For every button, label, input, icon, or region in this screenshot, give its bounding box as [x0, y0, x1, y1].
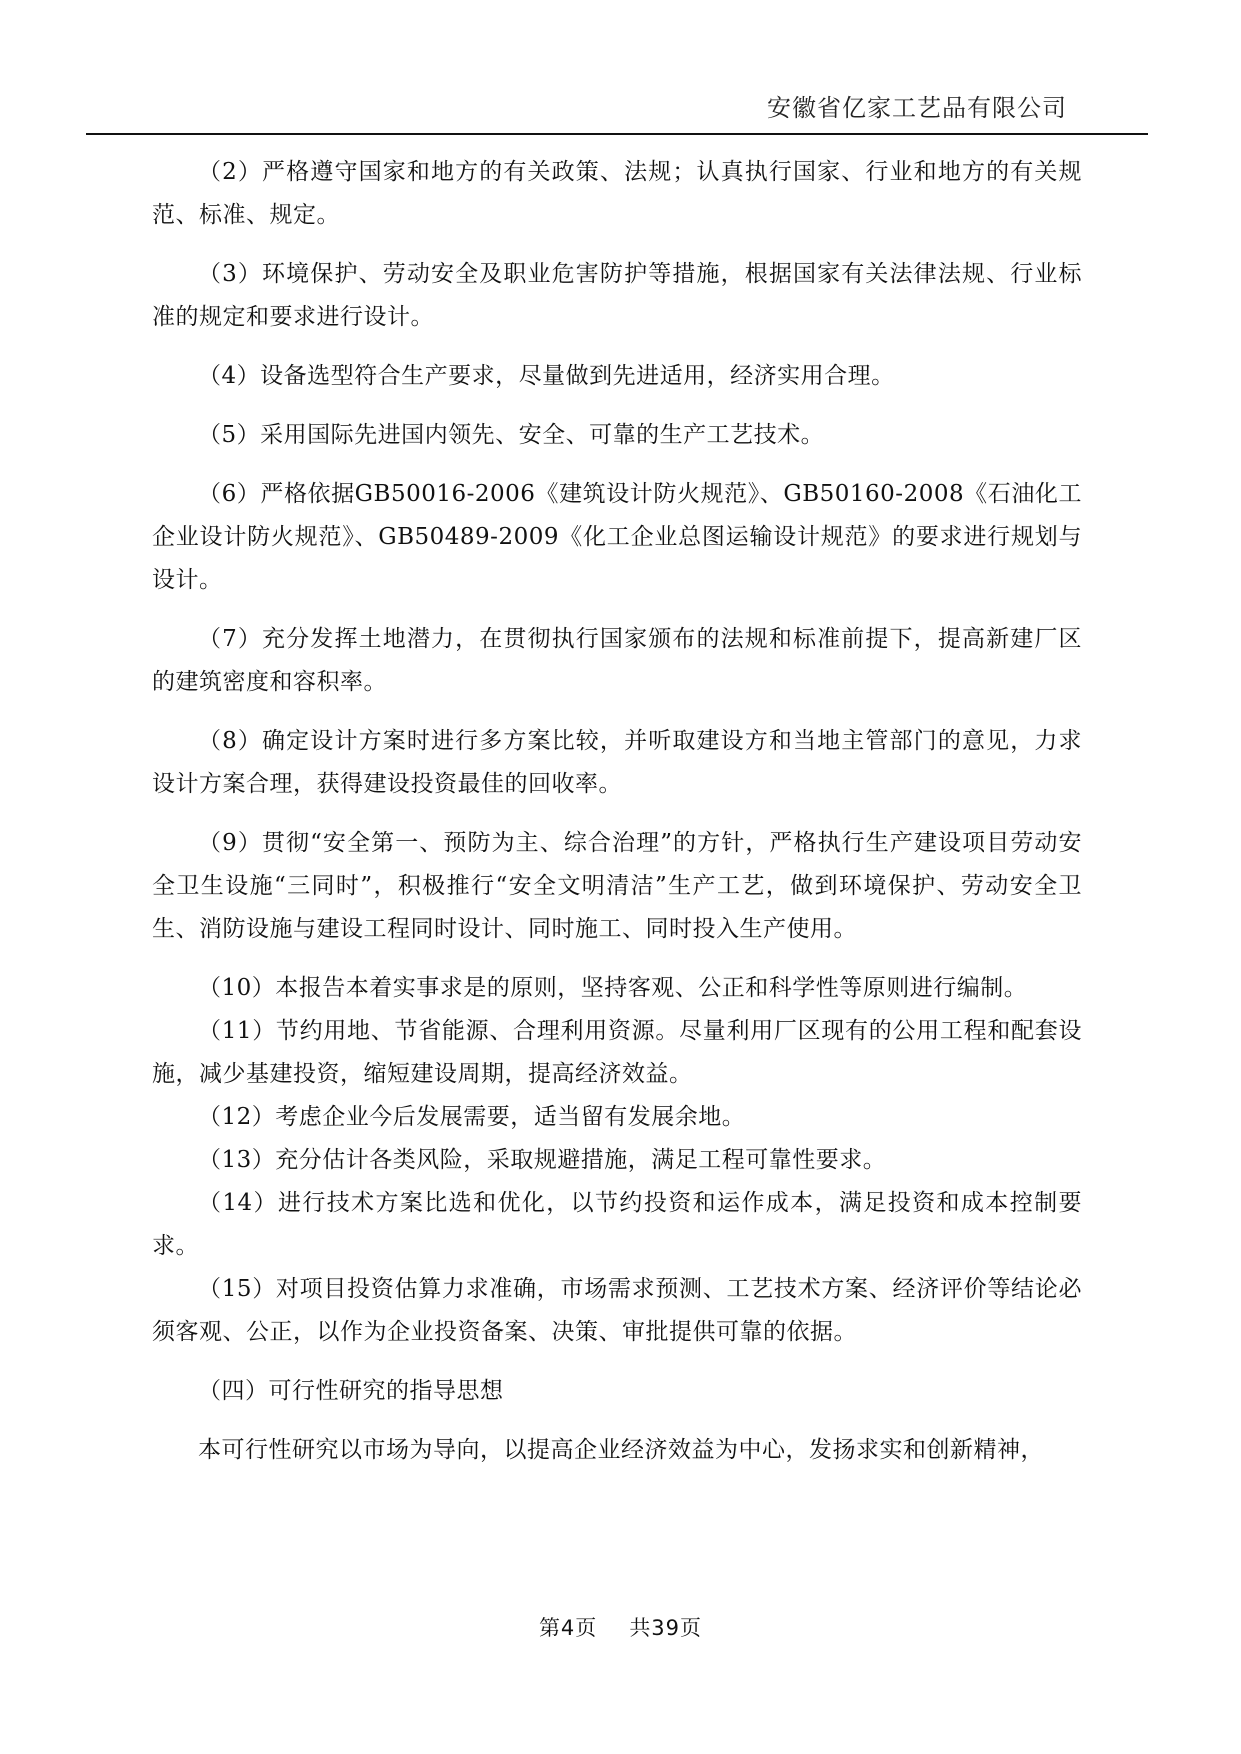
paragraph-4: （4）设备选型符合生产要求，尽量做到先进适用，经济实用合理。 — [198, 363, 895, 389]
paragraph-7: （7）充分发挥土地潜力，在贯彻执行国家颁布的法规和标准前提下，提高新建厂区的建筑密度和容积率。 — [152, 626, 1082, 695]
paragraph-12: （12）考虑企业今后发展需要，适当留有发展余地。 — [198, 1104, 746, 1130]
page-footer — [0, 1612, 1241, 1642]
header-divider — [86, 133, 1148, 135]
paragraph-9: （9）贯彻“安全第一、预防为主、综合治理”的方针，严格执行生产建设项目劳动安全卫生设施“三同时”，积极推行“安全文明清洁”生产工艺，做到环境保护、劳动安全卫生、消防设施与建设工程同时设计、同时施工、同时投入生产使用。 — [152, 830, 1082, 942]
paragraph-2: （2）严格遵守国家和地方的有关政策、法规；认真执行国家、行业和地方的有关规范、标准、规定。 — [152, 159, 1082, 228]
section-heading-guiding-ideas: （四）可行性研究的指导思想 — [198, 1378, 504, 1404]
paragraph-10: （10）本报告本着实事求是的原则，坚持客观、公正和科学性等原则进行编制。 — [198, 975, 1028, 1001]
paragraph-guiding-ideas: 本可行性研究以市场为导向，以提高企业经济效益为中心，发扬求实和创新精神， — [198, 1437, 1044, 1463]
paragraph-13: （13）充分估计各类风险，采取规避措施，满足工程可靠性要求。 — [198, 1147, 887, 1173]
company-name: 安徽省亿家工艺品有限公司 — [767, 94, 1067, 122]
paragraph-5: （5）采用国际先进国内领先、安全、可靠的生产工艺技术。 — [198, 422, 825, 448]
document-body — [152, 151, 1082, 1472]
page-total: 共39页 — [629, 1616, 703, 1640]
paragraph-15: （15）对项目投资估算力求准确，市场需求预测、工艺技术方案、经济评价等结论必须客观、公正，以作为企业投资备案、决策、审批提供可靠的依据。 — [152, 1276, 1082, 1345]
paragraph-8: （8）确定设计方案时进行多方案比较，并听取建设方和当地主管部门的意见，力求设计方案合理，获得建设投资最佳的回收率。 — [152, 728, 1082, 797]
paragraph-11: （11）节约用地、节省能源、合理利用资源。尽量利用厂区现有的公用工程和配套设施，减少基建投资，缩短建设周期，提高经济效益。 — [152, 1018, 1082, 1087]
paragraph-6: （6）严格依据GB50016-2006《建筑设计防火规范》、GB50160-2008《石油化工企业设计防火规范》、GB50489-2009《化工企业总图运输设计规范》的要求进行规划与设计。 — [152, 481, 1082, 593]
paragraph-3: （3）环境保护、劳动安全及职业危害防护等措施，根据国家有关法律法规、行业标准的规定和要求进行设计。 — [152, 261, 1082, 330]
page-number: 第4页 — [538, 1616, 598, 1640]
paragraph-14: （14）进行技术方案比选和优化，以节约投资和运作成本，满足投资和成本控制要求。 — [152, 1190, 1082, 1259]
